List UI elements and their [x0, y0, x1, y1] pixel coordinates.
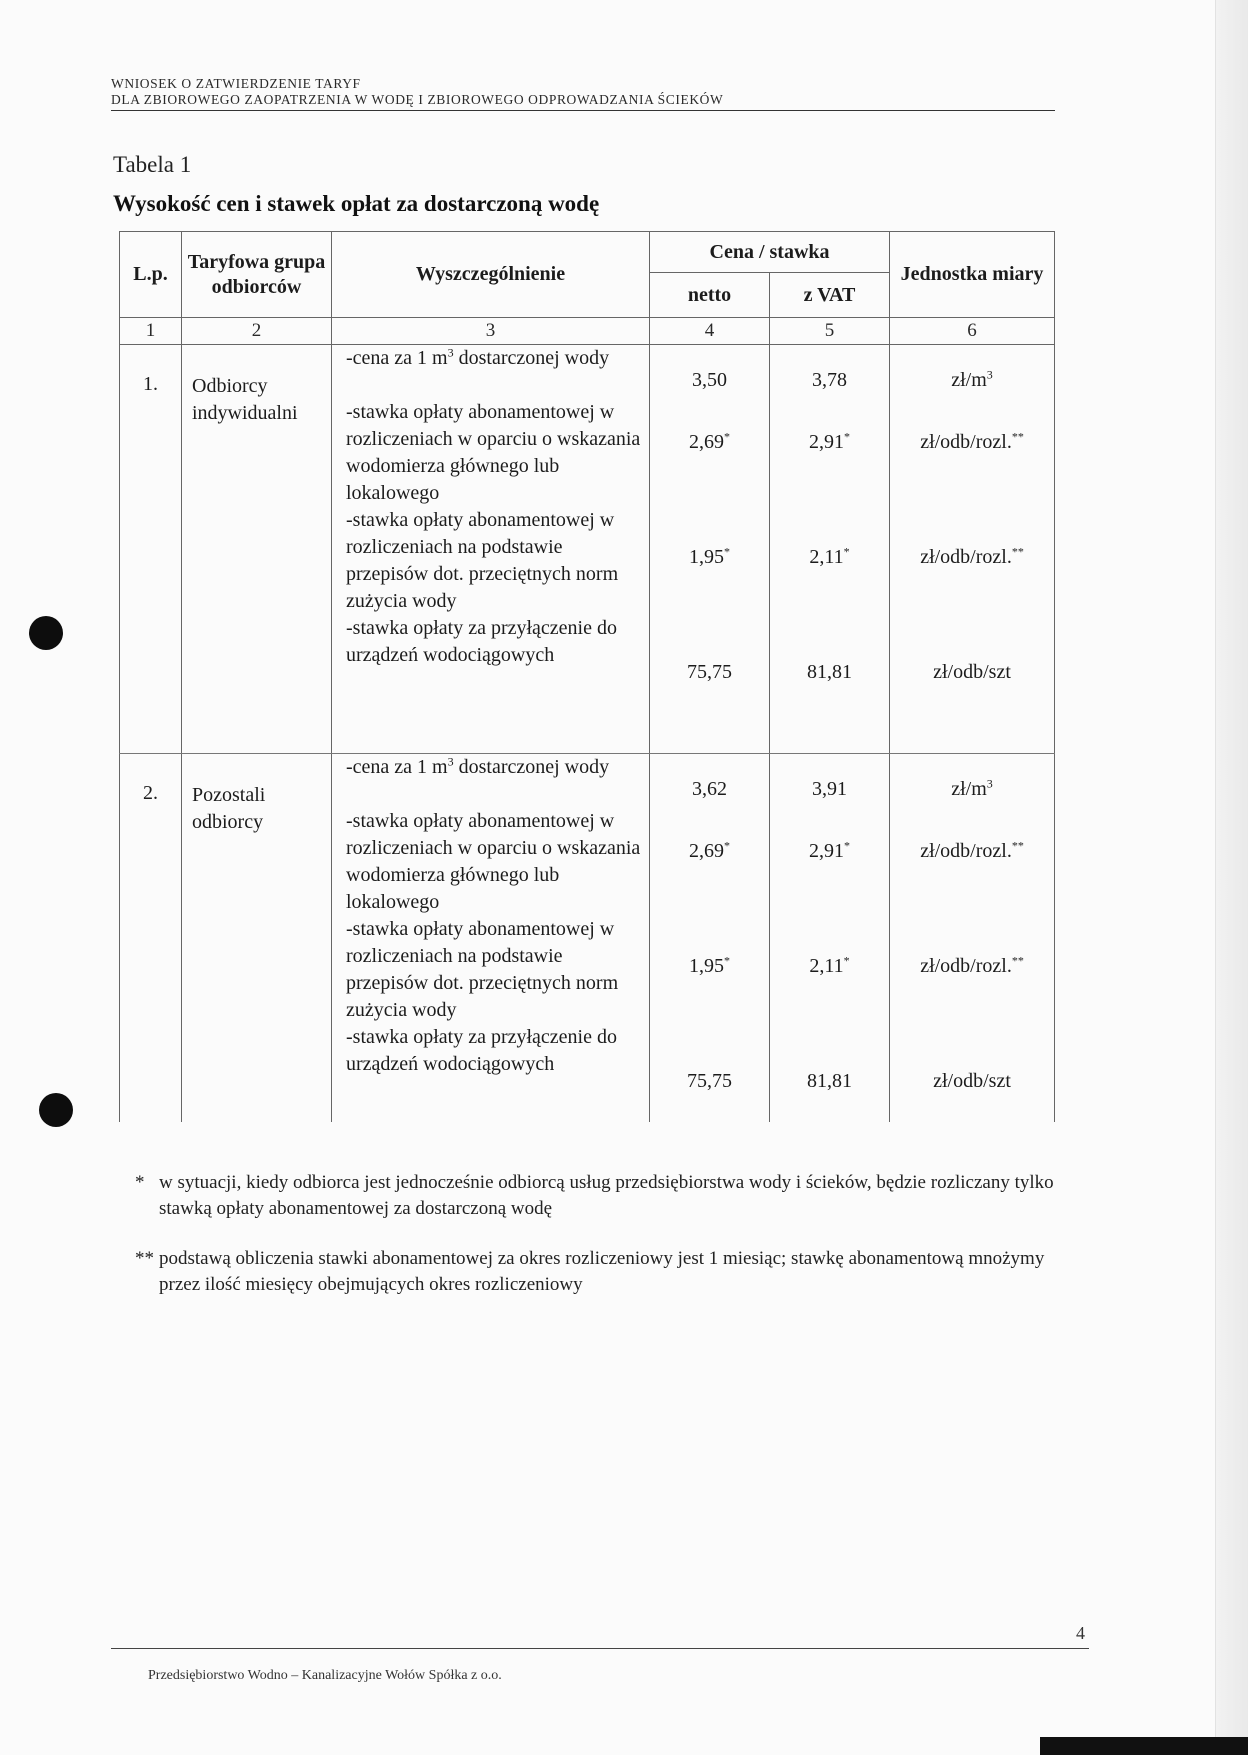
netto-value: 3,62: [692, 778, 727, 800]
column-number: 1: [120, 318, 182, 345]
unit-value: zł/odb/szt: [933, 661, 1011, 683]
table-row-group-2: [120, 754, 1055, 1123]
document-header: [111, 76, 1055, 111]
unit-value: $zł/m^3$: [951, 776, 993, 800]
unit-cell: [890, 345, 1055, 754]
netto-value: 2,69*: [689, 429, 730, 453]
unit-value: zł/odb/szt: [933, 1070, 1011, 1092]
footnote-mark: *: [135, 1172, 145, 1193]
header-rule: [111, 110, 1055, 111]
desc-entry: -stawka opłaty za przyłączenie do urządzeń wodociągowych: [346, 617, 617, 666]
desc-entry: -cena za 1 $m^3$ dostarczonej wody: [346, 754, 610, 778]
vat-value: 2,11*: [809, 544, 850, 568]
column-number: 2: [182, 318, 332, 345]
column-number: 3: [332, 318, 650, 345]
netto-value: 2,69*: [689, 838, 730, 862]
header-line-2: DLA ZBIOROWEGO ZAOPATRZENIA W WODĘ I ZBIOROWEGO ODPROWADZANIA ŚCIEKÓW: [111, 92, 724, 107]
column-number-row: [120, 318, 1055, 345]
table-row-group-1: [120, 345, 1055, 754]
table-label: Tabela 1: [113, 152, 192, 177]
page-number: 4: [1076, 1623, 1085, 1643]
netto-cell: [650, 345, 770, 754]
footnote-mark: **: [135, 1248, 154, 1269]
vat-cell: [770, 345, 890, 754]
unit-cell: [890, 754, 1055, 1123]
vat-value: 2,11*: [809, 953, 850, 977]
column-number: 4: [650, 318, 770, 345]
desc-entry: -stawka opłaty abonamentowej w rozliczeniach w oparciu o wskazania wodomierza głównego lub lokalowego: [346, 810, 641, 913]
footnote-text: podstawą obliczenia stawki abonamentowej za okres rozliczeniowy jest 1 miesiąc; stawkę abonamentową mnożymy przez ilość miesięcy obejmujących okres rozliczeniowy: [159, 1248, 1045, 1295]
netto-value: 1,95*: [689, 544, 730, 568]
footnotes: [135, 1170, 1055, 1322]
desc-entry: -stawka opłaty abonamentowej w rozliczeniach w oparciu o wskazania wodomierza głównego lub lokalowego: [346, 401, 641, 504]
unit-value: zł/odb/rozl.**: [920, 953, 1024, 977]
unit-value: zł/odb/rozl.**: [920, 544, 1024, 568]
desc-entry: -stawka opłaty abonamentowej w rozliczeniach na podstawie przepisów dot. przeciętnych norm zużycia wody: [346, 509, 619, 612]
footnote: [135, 1170, 1055, 1222]
header-line-1: WNIOSEK O ZATWIERDZENIE TARYF: [111, 76, 361, 91]
group-name: Pozostali odbiorcy: [182, 754, 332, 1123]
punch-hole: [39, 1093, 73, 1127]
desc-entry: -cena za 1 $m^3$ dostarczonej wody: [346, 345, 610, 369]
desc-cell: [332, 754, 650, 1123]
col-header-vat: z VAT: [770, 273, 890, 318]
table-title: Wysokość cen i stawek opłat za dostarczoną wodę: [113, 191, 600, 216]
netto-value: 1,95*: [689, 953, 730, 977]
column-number: 6: [890, 318, 1055, 345]
desc-cell: [332, 345, 650, 754]
col-header-desc: Wyszczególnienie: [332, 232, 650, 318]
group-lp: 2.: [120, 754, 182, 1123]
vat-value: 2,91*: [809, 429, 850, 453]
scan-bottom-bar: [1040, 1737, 1248, 1755]
group-name: Odbiorcy indywidualni: [182, 345, 332, 754]
netto-cell: [650, 754, 770, 1123]
netto-value: 75,75: [687, 1070, 732, 1092]
tariff-table: [119, 231, 1055, 1122]
vat-value: 2,91*: [809, 838, 850, 862]
unit-value: zł/odb/rozl.**: [920, 838, 1024, 862]
footnote-text: w sytuacji, kiedy odbiorca jest jednocześnie odbiorcą usług przedsiębiorstwa wody i ścieków, będzie rozliczany tylko stawką opłaty abonamentowej za dostarczoną wodę: [159, 1172, 1054, 1219]
column-number: 5: [770, 318, 890, 345]
col-header-group: Taryfowa grupa odbiorców: [182, 232, 332, 318]
vat-value: 81,81: [807, 1070, 852, 1092]
unit-value: zł/odb/rozl.**: [920, 429, 1024, 453]
col-header-netto: netto: [650, 273, 770, 318]
desc-entry: -stawka opłaty za przyłączenie do urządzeń wodociągowych: [346, 1026, 617, 1075]
vat-value: 3,91: [812, 778, 847, 800]
page-edge-shadow: [1215, 0, 1248, 1755]
unit-value: $zł/m^3$: [951, 367, 993, 391]
vat-value: 81,81: [807, 661, 852, 683]
footer-company: Przedsiębiorstwo Wodno – Kanalizacyjne Wołów Spółka z o.o.: [148, 1668, 502, 1683]
vat-value: 3,78: [812, 369, 847, 391]
col-header-price: Cena / stawka: [650, 232, 890, 273]
desc-entry: -stawka opłaty abonamentowej w rozliczeniach na podstawie przepisów dot. przeciętnych norm zużycia wody: [346, 918, 619, 1021]
vat-cell: [770, 754, 890, 1123]
col-header-unit: Jednostka miary: [890, 232, 1055, 318]
col-header-lp: L.p.: [120, 232, 182, 318]
footer-rule: [111, 1648, 1089, 1649]
netto-value: 75,75: [687, 661, 732, 683]
netto-value: 3,50: [692, 369, 727, 391]
punch-hole: [29, 616, 63, 650]
footnote: [135, 1246, 1055, 1298]
group-lp: 1.: [120, 345, 182, 754]
